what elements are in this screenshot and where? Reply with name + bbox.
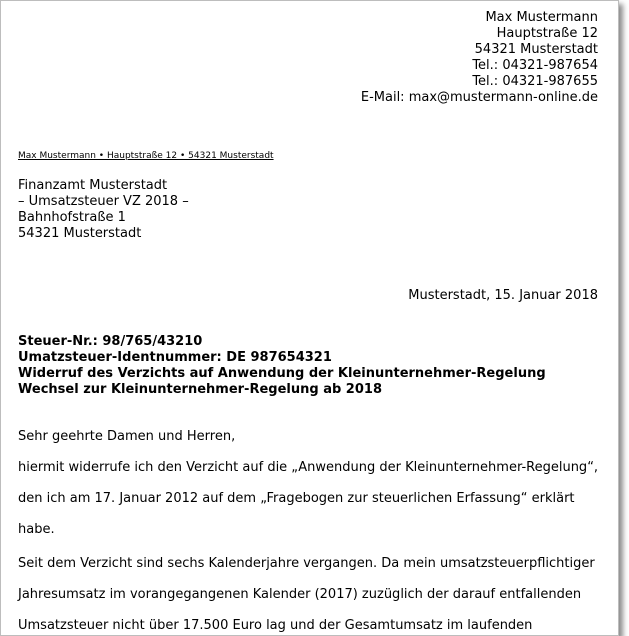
sender-city: 54321 Musterstadt	[474, 42, 598, 57]
sender-fax: Tel.: 04321-987655	[472, 74, 598, 89]
salutation: Sehr geehrte Damen und Herren,	[18, 429, 236, 444]
sender-street: Hauptstraße 12	[496, 26, 598, 41]
body-line: hiermit widerrufe ich den Verzicht auf die „Anwendung der Kleinunternehmer-Regelung“,	[18, 460, 599, 475]
sender-address	[361, 10, 598, 106]
body-line: habe.	[18, 522, 55, 537]
recipient-line-3: Bahnhofstraße 1	[18, 210, 126, 225]
subject-title: Widerruf des Verzichts auf Anwendung der Kleinunternehmer-Regelung	[18, 366, 546, 381]
recipient-line-4: 54321 Musterstadt	[18, 226, 142, 241]
letter-date: Musterstadt, 15. Januar 2018	[408, 288, 598, 303]
body-line: den ich am 17. Januar 2012 auf dem „Fragebogen zur steuerlichen Erfassung“ erklärt	[18, 491, 575, 506]
vat-id: Umatzsteuer-Identnummer: DE 987654321	[18, 350, 332, 365]
sender-phone: Tel.: 04321-987654	[472, 58, 598, 73]
body-line: Umsatzsteuer nicht über 17.500 Euro lag und der Gesamtumsatz im laufenden	[18, 618, 533, 633]
subject-block	[18, 334, 546, 398]
subject-subtitle: Wechsel zur Kleinunternehmer-Regelung ab 2018	[18, 382, 382, 397]
sender-email: E-Mail: max@mustermann-online.de	[360, 90, 598, 105]
body-line: Seit dem Verzicht sind sechs Kalenderjahre vergangen. Da mein umsatzsteuerpflichtiger	[18, 556, 595, 571]
sender-name: Max Mustermann	[485, 10, 598, 25]
body-line: Jahresumsatz im vorangegangenen Kalender (2017) zuzüglich der darauf entfallenden	[18, 587, 582, 602]
return-address-line: Max Mustermann • Hauptstraße 12 • 54321 Musterstadt	[18, 151, 274, 161]
recipient-line-2: – Umsatzsteuer VZ 2018 –	[18, 194, 189, 209]
recipient-line-1: Finanzamt Musterstadt	[18, 178, 168, 193]
tax-number: Steuer-Nr.: 98/765/43210	[18, 334, 203, 349]
recipient-address	[18, 178, 189, 242]
